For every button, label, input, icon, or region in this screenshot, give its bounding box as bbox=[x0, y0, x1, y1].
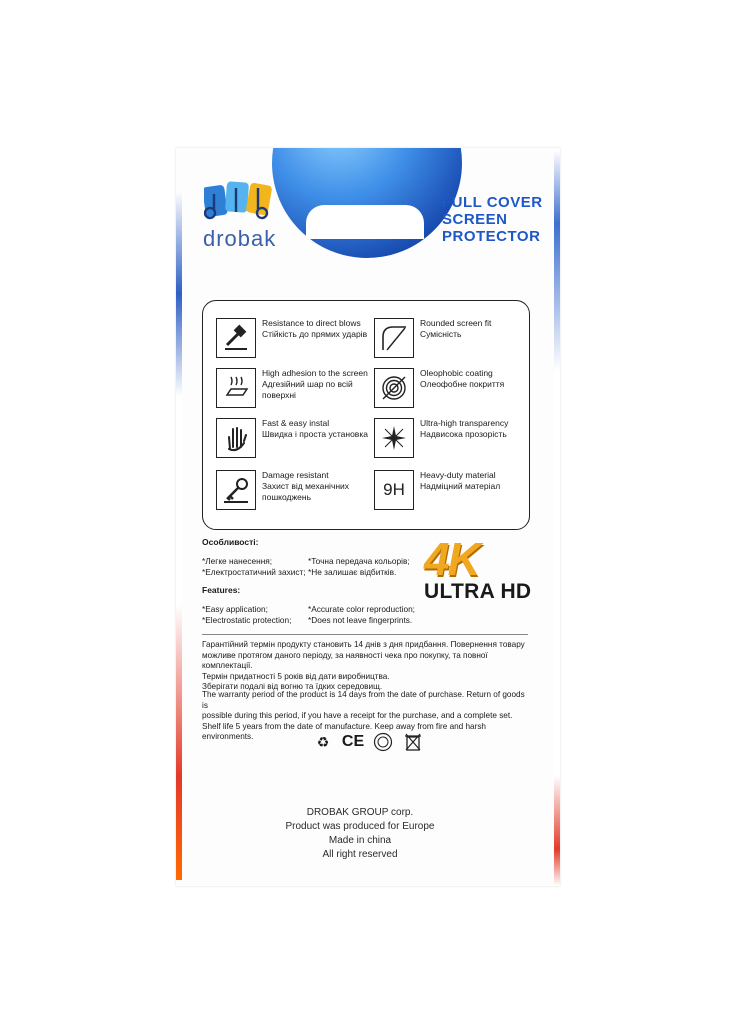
badge-ultra-hd: ULTRA HD bbox=[424, 580, 532, 603]
adhesion-icon bbox=[216, 368, 256, 408]
feature-adhesion: High adhesion to the screen Адгезійний шар по всій поверхні bbox=[216, 368, 368, 408]
recycle-icon: ♻ bbox=[316, 733, 330, 750]
feature-install: Fast & easy instal Швидка і проста установка bbox=[216, 418, 368, 458]
iso-icon bbox=[373, 732, 393, 752]
transparency-burst-icon bbox=[374, 418, 414, 458]
ce-mark-icon: CE bbox=[341, 733, 365, 750]
footer: DROBAK GROUP corp. Product was produced for Europe Made in china All right reserved bbox=[285, 807, 435, 860]
package-left-edge-stripe bbox=[176, 190, 182, 880]
divider bbox=[202, 634, 528, 635]
specs-ua-col1: *Легке нанесення; *Електростатичний захист; bbox=[202, 556, 306, 577]
hammer-icon bbox=[216, 318, 256, 358]
hardness-9h-icon: 9H bbox=[374, 470, 414, 510]
key-icon bbox=[216, 470, 256, 510]
fingerprint-icon bbox=[374, 368, 414, 408]
feature-damage: Damage resistant Захист від механічних пошкоджень bbox=[216, 470, 362, 510]
feature-impact: Resistance to direct blows Стійкість до прямих ударів bbox=[216, 318, 367, 358]
warranty-en: The warranty period of the product is 14 days from the date of purchase. Return of goods is possible during this period, if you have a receipt for the purchase, and a complete set. Shelf life 5 years from the date of manufacture. Keep away from fire and harsh environments. bbox=[202, 690, 525, 741]
specs-en-col2: *Accurate color reproduction; *Does not leave fingerprints. bbox=[308, 604, 415, 625]
feature-oleophobic: Oleophobic coating Олеофобне покриття bbox=[374, 368, 504, 408]
feature-transparency: Ultra-high transparency Надвисока прозорість bbox=[374, 418, 508, 458]
badge-4k: 4K bbox=[424, 533, 479, 585]
product-title: FULL COVER SCREEN PROTECTOR bbox=[442, 194, 543, 245]
warranty-ua: Гарантійний термін продукту становить 14 днів з дня придбання. Повернення товару можливе протягом даного періоду, за наявності чека про покупку, та повної комплектації. Термін придатності 5 років від дати виробництва. Зберігати подалі від вогню та їдких середовищ. bbox=[202, 640, 525, 691]
feature-hardness: 9H Heavy-duty material Надміцний матеріал bbox=[374, 470, 500, 510]
feature-rounded: Rounded screen fit Сумісність bbox=[374, 318, 491, 358]
drobak-logo-icon bbox=[204, 180, 276, 228]
certification-marks bbox=[313, 732, 423, 752]
hang-tab-notch bbox=[306, 205, 424, 239]
specs-en-heading: Features: bbox=[202, 585, 241, 595]
rounded-corner-icon bbox=[374, 318, 414, 358]
4k-ultra-hd-badge bbox=[424, 533, 532, 604]
specs-ua-heading: Особливості: bbox=[202, 537, 259, 547]
specs-en-col1: *Easy application; *Electrostatic protection; bbox=[202, 604, 292, 625]
brand-name: drobak bbox=[203, 226, 277, 251]
specs-ua-col2: *Точна передача кольорів; *Не залишає відбитків. bbox=[308, 556, 410, 577]
hand-icon bbox=[216, 418, 256, 458]
package-right-edge-stripe bbox=[554, 150, 560, 886]
bin-icon bbox=[403, 732, 423, 752]
